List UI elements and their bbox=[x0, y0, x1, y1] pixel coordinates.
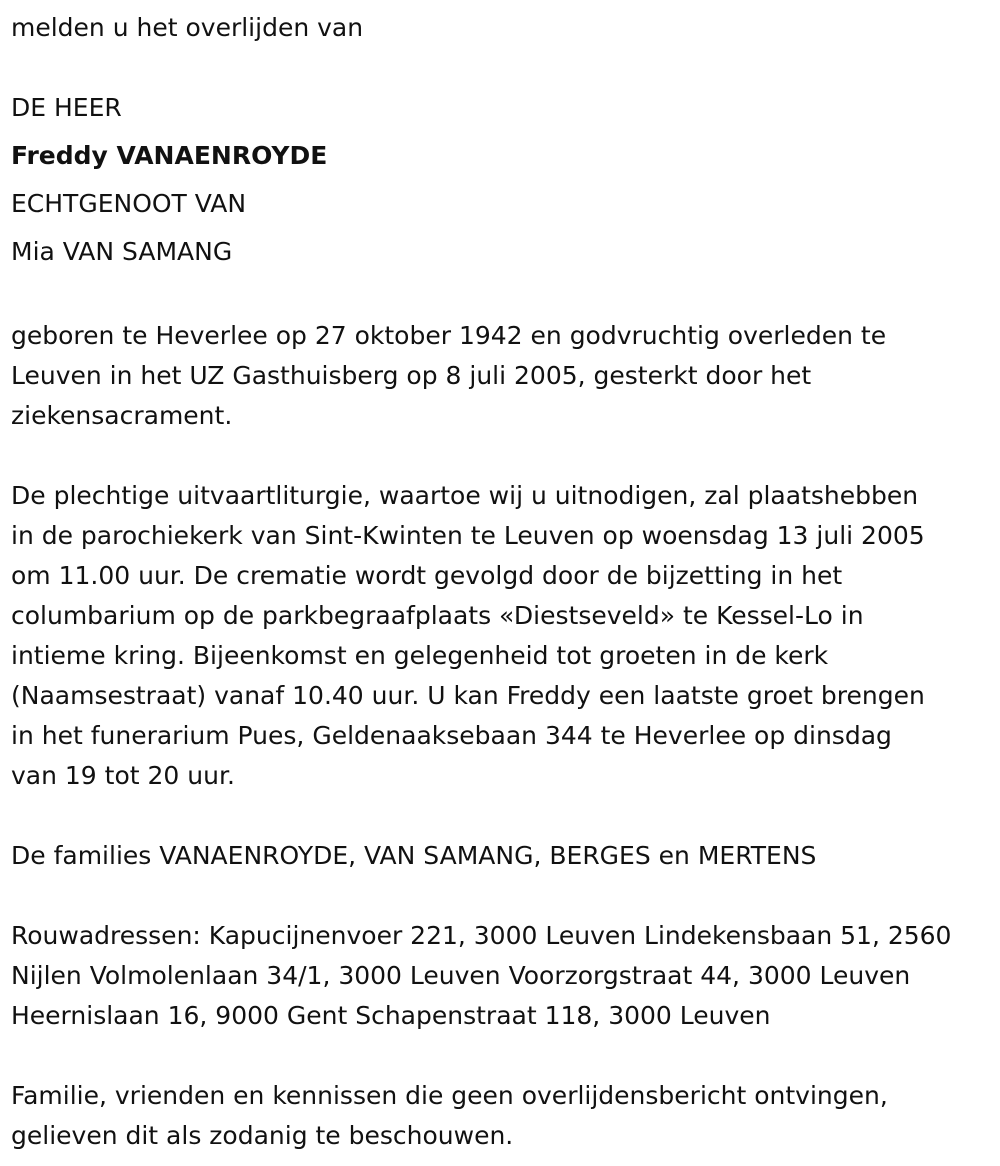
spouse-label: ECHTGENOOT VAN bbox=[11, 189, 247, 218]
paragraph-line: Familie, vrienden en kennissen die geen overlijdensbericht ontvingen, bbox=[11, 1081, 888, 1110]
paragraph-line: om 11.00 uur. De crematie wordt gevolgd door de bijzetting in het bbox=[11, 561, 843, 590]
paragraph-line: (Naamsestraat) vanaf 10.40 uur. U kan Freddy een laatste groet brengen bbox=[11, 681, 925, 710]
paragraph-line: columbarium op de parkbegraafplaats «Diestseveld» te Kessel-Lo in bbox=[11, 601, 864, 630]
paragraph-line: intieme kring. Bijeenkomst en gelegenheid tot groeten in de kerk bbox=[11, 641, 829, 670]
spouse-name: Mia VAN SAMANG bbox=[11, 237, 233, 266]
paragraph-line: Rouwadressen: Kapucijnenvoer 221, 3000 Leuven Lindekensbaan 51, 2560 bbox=[11, 921, 952, 950]
paragraph-line: Heernislaan 16, 9000 Gent Schapenstraat 118, 3000 Leuven bbox=[11, 1001, 771, 1030]
death-notice bbox=[11, 4, 995, 1156]
funeral-paragraph bbox=[11, 476, 995, 796]
spacer bbox=[11, 276, 995, 316]
paragraph-line: gelieven dit als zodanig te beschouwen. bbox=[11, 1121, 514, 1150]
intro-text: melden u het overlijden van bbox=[11, 13, 364, 42]
closing-paragraph bbox=[11, 1076, 995, 1156]
spacer bbox=[11, 876, 995, 916]
paragraph-line: ziekensacrament. bbox=[11, 401, 233, 430]
paragraph-line: van 19 tot 20 uur. bbox=[11, 761, 235, 790]
families-line: De families VANAENROYDE, VAN SAMANG, BERGES en MERTENS bbox=[11, 841, 817, 870]
paragraph-line: Leuven in het UZ Gasthuisberg op 8 juli 2005, gesterkt door het bbox=[11, 361, 812, 390]
spacer bbox=[11, 796, 995, 836]
paragraph-line: De plechtige uitvaartliturgie, waartoe wij u uitnodigen, zal plaatshebben bbox=[11, 481, 919, 510]
paragraph-line: in het funerarium Pues, Geldenaaksebaan 344 te Heverlee op dinsdag bbox=[11, 721, 892, 750]
birth-death-paragraph bbox=[11, 316, 995, 436]
spacer bbox=[11, 436, 995, 476]
honorific-title: DE HEER bbox=[11, 93, 122, 122]
paragraph-line: geboren te Heverlee op 27 oktober 1942 en godvruchtig overleden te bbox=[11, 321, 887, 350]
paragraph-line: in de parochiekerk van Sint-Kwinten te Leuven op woensdag 13 juli 2005 bbox=[11, 521, 925, 550]
spacer bbox=[11, 1036, 995, 1076]
addresses-paragraph bbox=[11, 916, 995, 1036]
deceased-name: Freddy VANAENROYDE bbox=[11, 141, 328, 170]
spacer bbox=[11, 52, 995, 84]
paragraph-line: Nijlen Volmolenlaan 34/1, 3000 Leuven Voorzorgstraat 44, 3000 Leuven bbox=[11, 961, 911, 990]
